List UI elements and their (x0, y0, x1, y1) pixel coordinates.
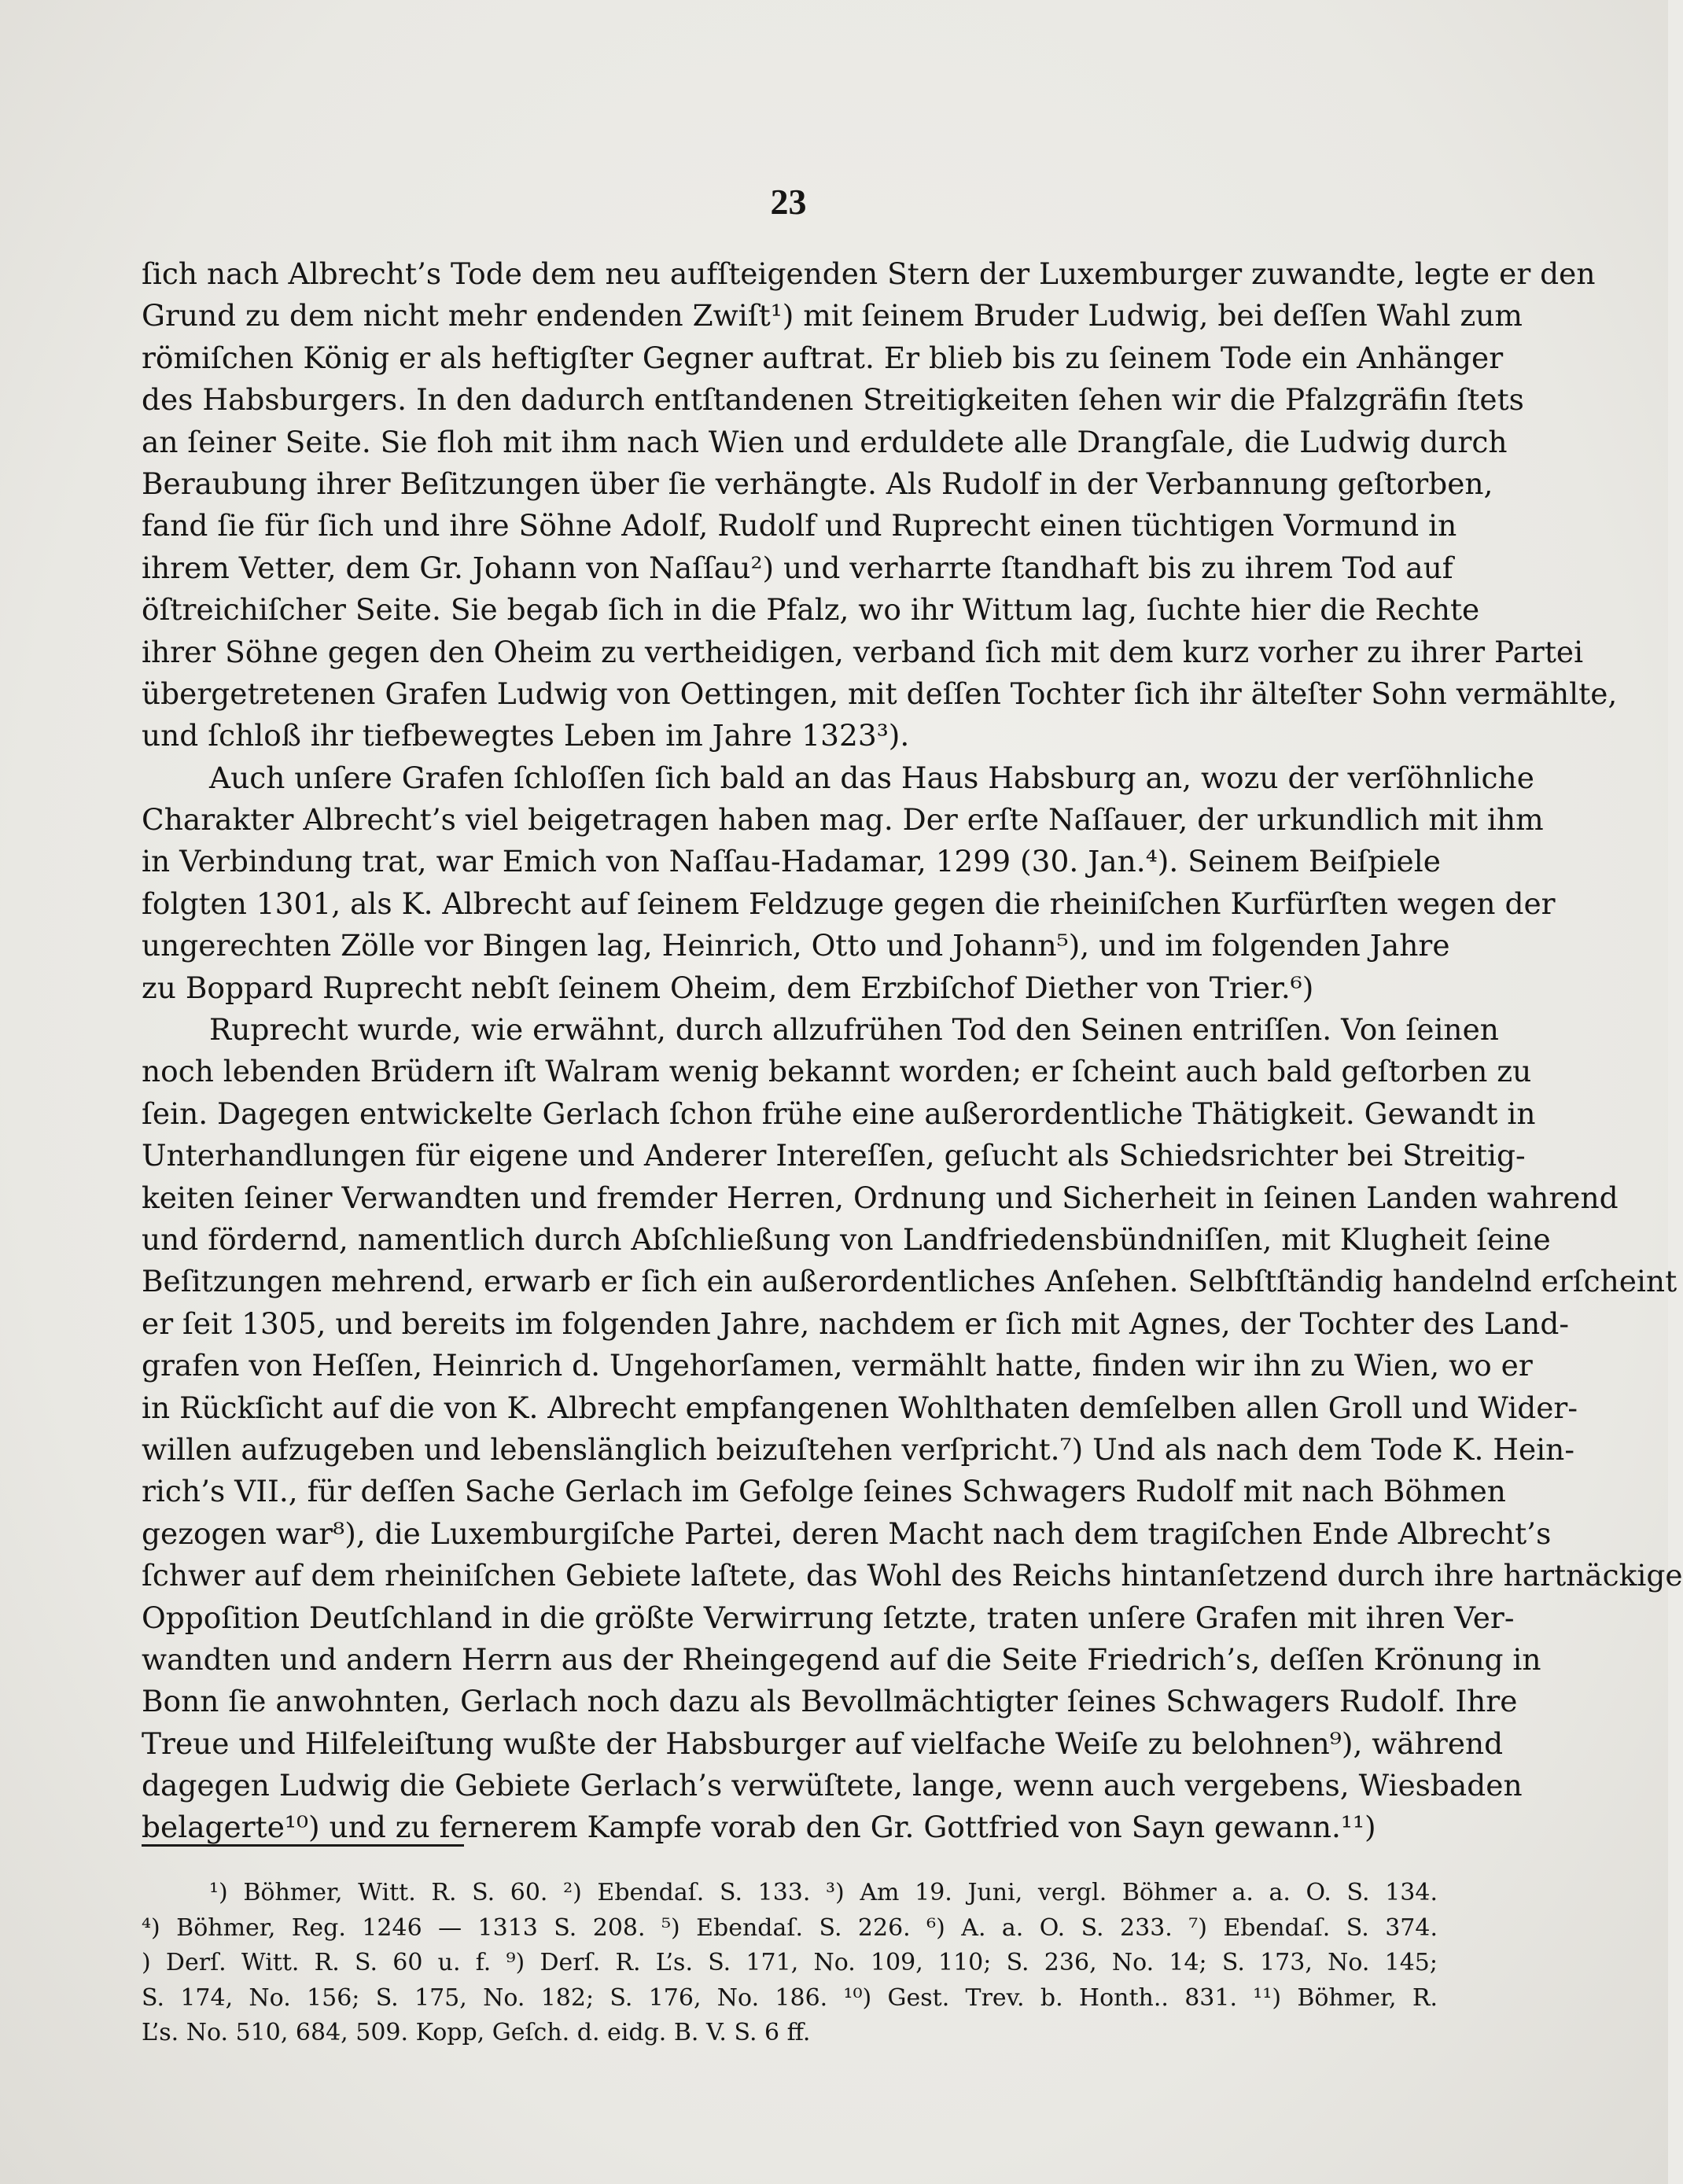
text-line: wandten und andern Herrn aus der Rheingegend auf die Seite Friedrich’s, deſſen Krönung in (142, 1641, 1541, 1677)
text-line: dagegen Ludwig die Gebiete Gerlach’s verwüſtete, lange, wenn auch vergebens, Wiesbaden (142, 1768, 1523, 1803)
text-line: Oppoſition Deutſchland in die größte Verwirrung ſetzte, traten unſere Grafen mit ihren Ver- (142, 1600, 1515, 1635)
footnote-line: ⁴) Böhmer, Reg. 1246 — 1313 S. 208. ⁵) Ebendaſ. S. 226. ⁶) A. a. O. S. 233. ⁷) Ebendaſ. S. 374. (142, 1913, 1438, 1942)
text-line: Grund zu dem nicht mehr endenden Zwiſt¹) mit ſeinem Bruder Ludwig, bei deſſen Wahl zum (142, 298, 1523, 333)
text-line: rich’s VII., für deſſen Sache Gerlach im Gefolge ſeines Schwagers Rudolf mit nach Böhmen (142, 1474, 1506, 1509)
text-line: er ſeit 1305, und bereits im folgenden Jahre, nachdem er ſich mit Agnes, der Tochter des Land- (142, 1306, 1569, 1341)
footnote-line: ) Derſ. Witt. R. S. 60 u. f. ⁹) Derſ. R. L’s. S. 171, No. 109, 110; S. 236, No. 14; S. 173, No. 145; (142, 1949, 1438, 1977)
text-line: römiſchen König er als heftigſter Gegner auftrat. Er blieb bis zu ſeinem Tode ein Anhänger (142, 340, 1504, 375)
footnote-line: ¹) Böhmer, Witt. R. S. 60. ²) Ebendaſ. S. 133. ³) Am 19. Juni, vergl. Böhmer a. a. O. S. 134. (209, 1879, 1438, 1906)
text-line: Unterhandlungen für eigene und Anderer Intereſſen, geſucht als Schiedsrichter bei Streitig- (142, 1138, 1526, 1173)
footnote-divider (142, 1844, 464, 1847)
text-line: Beraubung ihrer Beſitzungen über ſie verhängte. Als Rudolf in der Verbannung geſtorben, (142, 466, 1493, 501)
text-line: in Verbindung trat, war Emich von Naſſau-Hadamar, 1299 (30. Jan.⁴). Seinem Beiſpiele (142, 844, 1441, 879)
page-number: 23 (770, 182, 807, 222)
footnote-line: L’s. No. 510, 684, 509. Kopp, Geſch. d. eidg. B. V. S. 6 ff. (142, 2019, 811, 2047)
text-line: öſtreichiſcher Seite. Sie begab ſich in die Pfalz, wo ihr Wittum lag, ſuchte hier die Rechte (142, 592, 1480, 628)
text-line: Beſitzungen mehrend, erwarb er ſich ein außerordentliches Anſehen. Selbſtſtändig handelnd erſcheint (142, 1264, 1677, 1299)
text-line: ſein. Dagegen entwickelte Gerlach ſchon frühe eine außerordentliche Thätigkeit. Gewandt in (142, 1096, 1536, 1131)
text-line: ſchwer auf dem rheiniſchen Gebiete laſtete, das Wohl des Reichs hintanſetzend durch ihre hartnäckige (142, 1558, 1683, 1593)
text-line: und fördernd, namentlich durch Abſchließung von Landfriedensbündniſſen, mit Klugheit ſeine (142, 1221, 1551, 1257)
text-line: Ruprecht wurde, wie erwähnt, durch allzufrühen Tod den Seinen entriſſen. Von ſeinen (209, 1012, 1499, 1048)
text-line: Bonn ſie anwohnten, Gerlach noch dazu als Bevollmächtigter ſeines Schwagers Rudolf. Ihre (142, 1684, 1518, 1719)
text-line: und ſchloß ihr tiefbewegtes Leben im Jahre 1323³). (142, 718, 910, 753)
text-line: ſich nach Albrecht’s Tode dem neu aufſteigenden Stern der Luxemburger zuwandte, legte er den (142, 256, 1596, 291)
text-line: fand ſie für ſich und ihre Söhne Adolf, Rudolf und Ruprecht einen tüchtigen Vormund in (142, 508, 1457, 543)
text-line: noch lebenden Brüdern iſt Walram wenig bekannt worden; er ſcheint auch bald geſtorben zu (142, 1054, 1532, 1089)
text-line: übergetretenen Grafen Ludwig von Oettingen, mit deſſen Tochter ſich ihr älteſter Sohn vermählte, (142, 676, 1618, 711)
footnotes (142, 1876, 1438, 2051)
text-line: Auch unſere Grafen ſchloſſen ſich bald an das Haus Habsburg an, wozu der verſöhnliche (209, 760, 1534, 795)
body-text (142, 253, 1683, 1849)
text-line: willen aufzugeben und lebenslänglich beizuſtehen verſpricht.⁷) Und als nach dem Tode K. Hein- (142, 1431, 1574, 1467)
text-line: Charakter Albrecht’s viel beigetragen haben mag. Der erſte Naſſauer, der urkundlich mit ihm (142, 802, 1544, 838)
footnote-line: S. 174, No. 156; S. 175, No. 182; S. 176, No. 186. ¹⁰) Gest. Trev. b. Honth.. 831. ¹¹) Böhmer, R. (142, 1983, 1438, 2012)
text-line: zu Boppard Ruprecht nebſt ſeinem Oheim, dem Erzbiſchof Diether von Trier.⁶) (142, 970, 1314, 1005)
text-line: des Habsburgers. In den dadurch entſtandenen Streitigkeiten ſehen wir die Pfalzgräfin ſtets (142, 382, 1524, 418)
text-line: belagerte¹⁰) und zu fernerem Kampfe vorab den Gr. Gottfried von Sayn gewann.¹¹) (142, 1810, 1376, 1845)
text-line: folgten 1301, als K. Albrecht auf ſeinem Feldzuge gegen die rheiniſchen Kurfürſten wegen der (142, 886, 1556, 921)
text-line: ungerechten Zölle vor Bingen lag, Heinrich, Otto und Johann⁵), und im folgenden Jahre (142, 928, 1450, 963)
text-line: in Rückſicht auf die von K. Albrecht empfangenen Wohlthaten demſelben allen Groll und Wider- (142, 1390, 1578, 1425)
text-line: gezogen war⁸), die Luxemburgiſche Partei, deren Macht nach dem tragiſchen Ende Albrecht’s (142, 1516, 1552, 1551)
text-line: Treue und Hilfeleiſtung wußte der Habsburger auf vielfache Weiſe zu belohnen⁹), während (142, 1725, 1504, 1761)
text-line: an ſeiner Seite. Sie floh mit ihm nach Wien und erduldete alle Drangſale, die Ludwig durch (142, 424, 1508, 459)
text-line: grafen von Heſſen, Heinrich d. Ungehorſamen, vermählt hatte, finden wir ihn zu Wien, wo er (142, 1348, 1533, 1383)
text-line: keiten ſeiner Verwandten und fremder Herren, Ordnung und Sicherheit in ſeinen Landen wahrend (142, 1180, 1619, 1215)
text-line: ihrer Söhne gegen den Oheim zu vertheidigen, verband ſich mit dem kurz vorher zu ihrer Partei (142, 634, 1584, 669)
text-line: ihrem Vetter, dem Gr. Johann von Naſſau²) und verharrte ſtandhaft bis zu ihrem Tod auf (142, 550, 1453, 585)
